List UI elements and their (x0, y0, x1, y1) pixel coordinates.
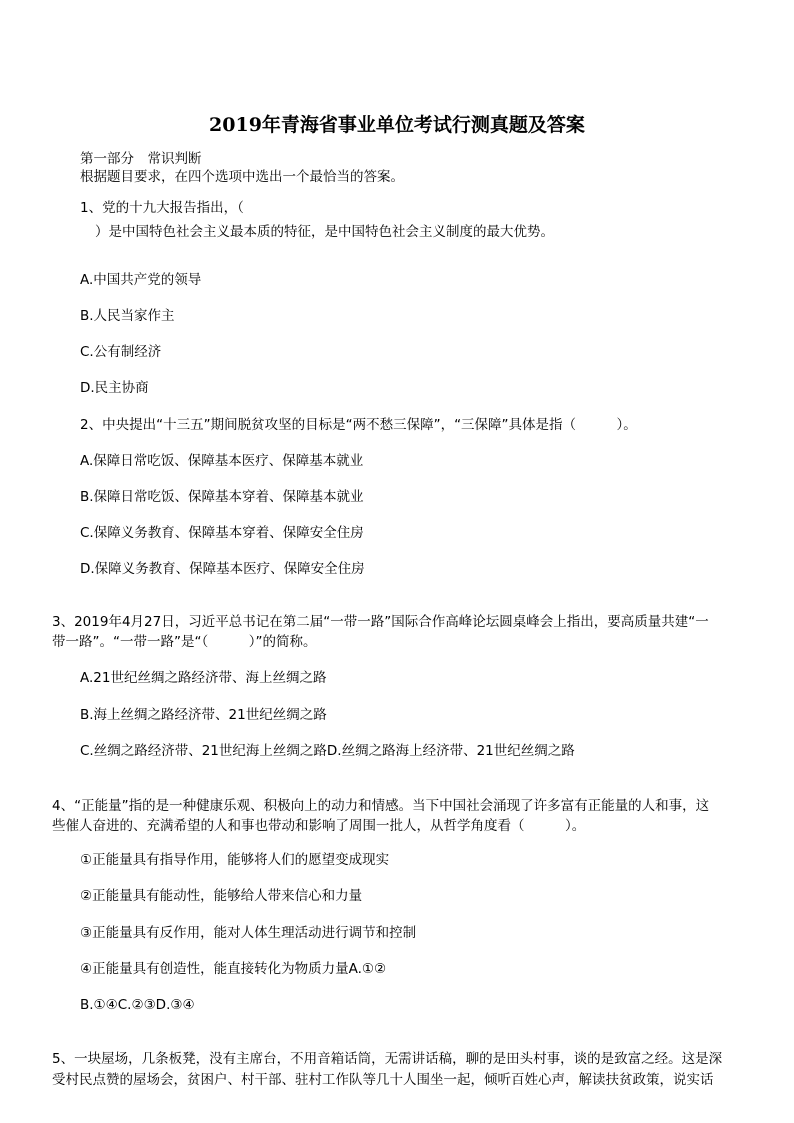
question-2: 2、中央提出“十三五”期间脱贫攻坚的目标是“两不愁三保障”，“三保障”具体是指（ ）。 (80, 417, 637, 433)
option: B.人民当家作主 (80, 308, 175, 324)
option: C.公有制经济 (80, 344, 162, 360)
statement: ②正能量具有能动性，能够给人带来信心和力量 (80, 888, 363, 904)
question-3: 3、2019年4月27日，习近平总书记在第二届“一带一路”国际合作高峰论坛圆桌峰会上指出，要高质量共建“一 (52, 614, 709, 630)
statement: ④正能量具有创造性，能直接转化为物质力量A.①② (80, 961, 387, 977)
option: A.中国共产党的领导 (80, 272, 202, 288)
question-5-cont: 受村民点赞的屋场会，贫困户、村干部、驻村工作队等几十人围坐一起，倾听百姓心声，解读扶贫政策，说实话 (52, 1072, 714, 1088)
question-4: 4、“正能量”指的是一种健康乐观、积极向上的动力和情感。当下中国社会涌现了许多富有正能量的人和事，这 (52, 798, 710, 814)
option: C.保障义务教育、保障基本穿着、保障安全住房 (80, 525, 364, 541)
question-5: 5、一块屋场，几条板凳，没有主席台，不用音箱话筒，无需讲话稿，聊的是田头村事，谈的是致富之经。这是深 (52, 1051, 723, 1067)
statement: ③正能量具有反作用，能对人体生理活动进行调节和控制 (80, 925, 417, 941)
document-title: 2019年青海省事业单位考试行测真题及答案 (209, 114, 585, 136)
question-1: 1、党的十九大报告指出，（ (80, 200, 244, 216)
option: B.保障日常吃饭、保障基本穿着、保障基本就业 (80, 489, 364, 505)
option: A.保障日常吃饭、保障基本医疗、保障基本就业 (80, 453, 364, 469)
option: B.①④C.②③D.③④ (80, 997, 195, 1013)
statement: ①正能量具有指导作用，能够将人们的愿望变成现实 (80, 852, 390, 868)
option: D.民主协商 (80, 380, 149, 396)
option: C.丝绸之路经济带、21世纪海上丝绸之路D.丝绸之路海上经济带、21世纪丝绸之路 (80, 743, 575, 759)
question-1-cont: ）是中国特色社会主义最本质的特征，是中国特色社会主义制度的最大优势。 (95, 224, 554, 240)
question-4-cont: 些催人奋进的、充满希望的人和事也带动和影响了周围一批人，从哲学角度看（ ）。 (52, 818, 586, 834)
option: A.21世纪丝绸之路经济带、海上丝绸之路 (80, 670, 327, 686)
option: D.保障义务教育、保障基本医疗、保障安全住房 (80, 561, 365, 577)
instruction-text: 根据题目要求，在四个选项中选出一个最恰当的答案。 (80, 169, 404, 185)
section-heading: 第一部分 常识判断 (80, 151, 202, 167)
question-3-cont: 带一路”。“一带一路”是“（ ）”的简称。 (52, 634, 317, 650)
option: B.海上丝绸之路经济带、21世纪丝绸之路 (80, 707, 327, 723)
